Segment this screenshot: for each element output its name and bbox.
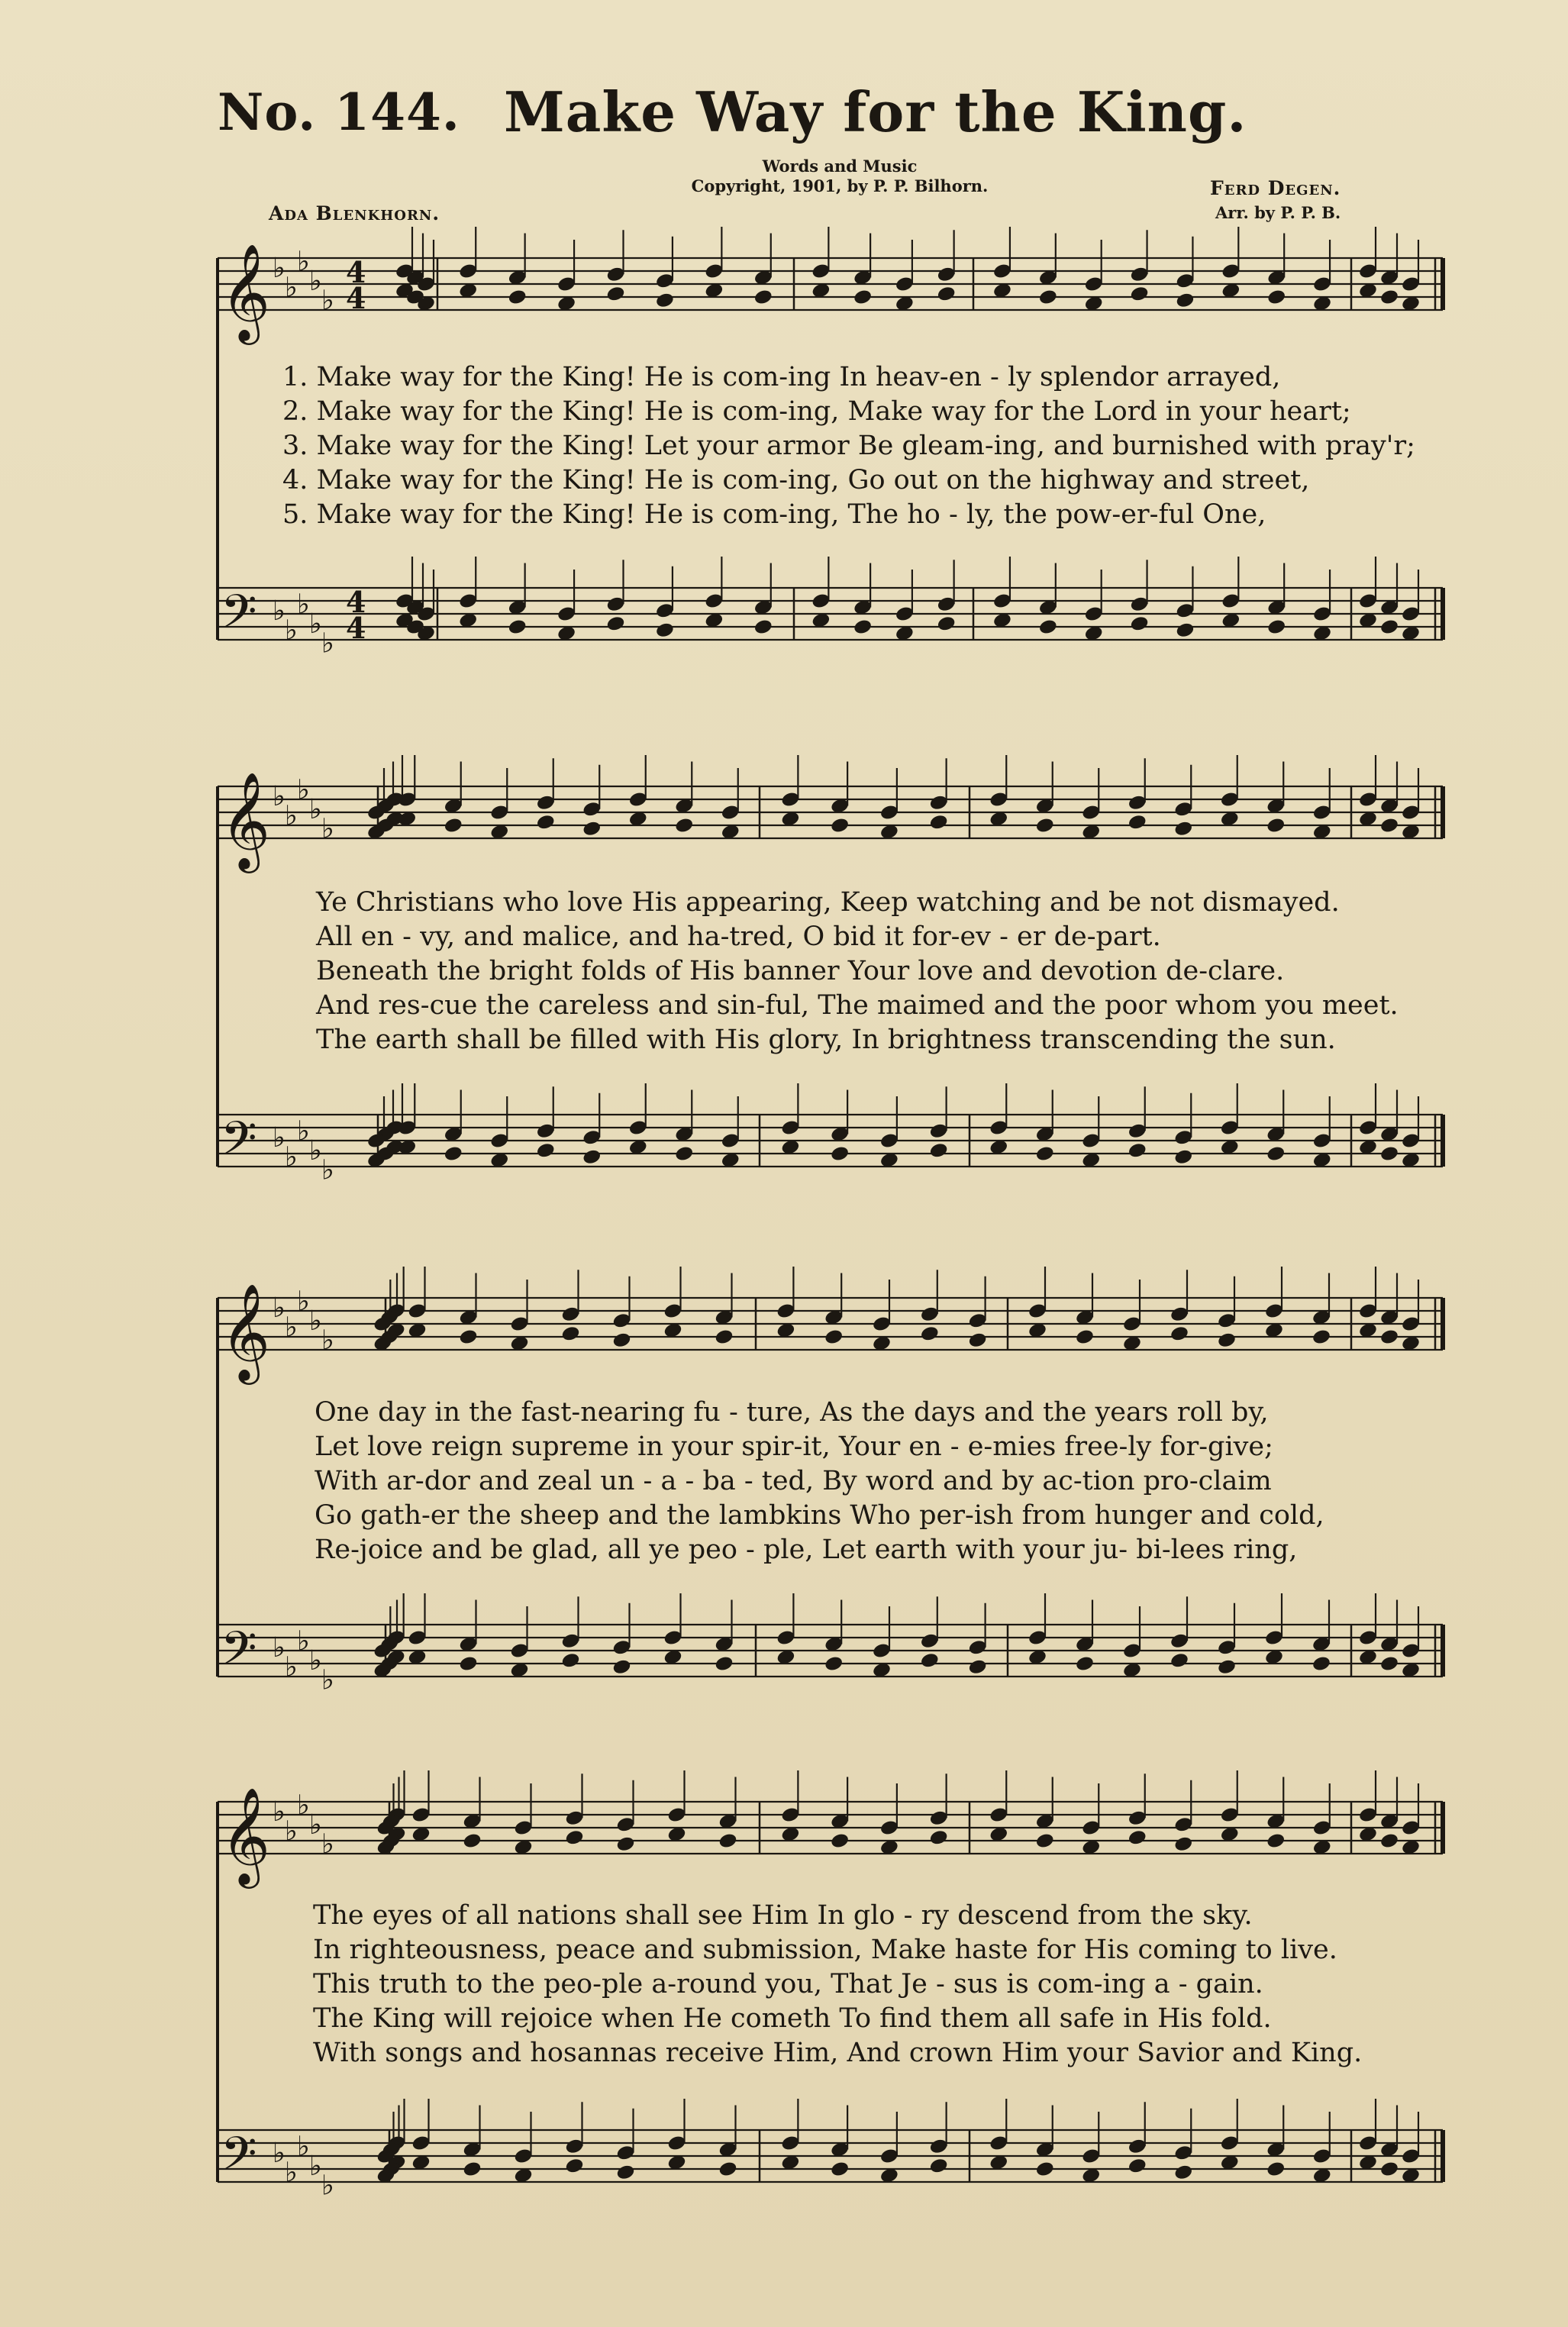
flat-icon: ♭ (309, 1306, 322, 1337)
note-head (714, 1328, 734, 1346)
flat-icon: ♭ (273, 253, 286, 284)
note-head (853, 618, 873, 636)
note-head (1173, 1148, 1193, 1166)
note-head (1128, 2157, 1147, 2174)
flat-icon: ♭ (285, 1651, 298, 1683)
note-head (1035, 2161, 1055, 2178)
note-head (1035, 1145, 1055, 1163)
note-head (655, 292, 675, 309)
note-head (1266, 289, 1286, 306)
note-head (718, 2161, 737, 2178)
note-head (753, 618, 773, 636)
note-head (1266, 618, 1286, 636)
bass-clef-icon: 𝄢 (221, 1112, 257, 1177)
note-head (655, 621, 675, 639)
note-head (920, 1651, 940, 1669)
note-head (929, 1141, 949, 1159)
flat-icon: ♭ (309, 1645, 322, 1677)
note-head (968, 1331, 988, 1349)
composer: Ferd Degen. (1210, 177, 1341, 199)
note-head (560, 1325, 580, 1342)
note-head (937, 615, 957, 632)
note-head (1312, 1328, 1331, 1346)
note-head (1035, 817, 1055, 834)
note-head (508, 618, 528, 636)
note-head (937, 285, 957, 302)
note-head (1217, 1658, 1237, 1676)
flat-icon: ♭ (273, 1122, 286, 1154)
note-head (1129, 285, 1149, 302)
note-head (1312, 1655, 1331, 1673)
note-head (1379, 1655, 1399, 1673)
lyrics-system-2 (316, 886, 1399, 1057)
flat-icon: ♭ (309, 608, 322, 640)
flat-icon: ♭ (309, 794, 322, 825)
lyric-line: With songs and hosannas receive Him, And crown Him your Savior and King. (313, 2038, 1363, 2068)
flat-icon: ♭ (297, 1115, 310, 1147)
note-head (605, 615, 625, 632)
flat-icon: ♭ (273, 1632, 286, 1664)
lyric-line: The earth shall be filled with His glory, In brightness transcending the sun. (316, 1025, 1336, 1055)
note-head (753, 289, 773, 306)
flat-icon: ♭ (297, 774, 310, 806)
lyricist: Ada Blenkhorn. (269, 202, 440, 224)
note-head (1266, 1145, 1286, 1163)
copyright-line-2: Copyright, 1901, by P. P. Bilhorn. (691, 176, 989, 195)
note-head (1129, 615, 1149, 632)
lyric-line: 2. Make way for the King! He is com-ing, Make way for the Lord in your heart; (282, 396, 1351, 427)
lyric-line: 5. Make way for the King! He is com-ing, The ho - ly, the pow-er-ful One, (282, 499, 1266, 530)
note-head (582, 1148, 602, 1166)
note-head (444, 1145, 463, 1163)
lyric-line: In righteousness, peace and submission, Make haste for His coming to live. (313, 1935, 1337, 1965)
flat-icon: ♭ (309, 1809, 322, 1841)
flat-icon: ♭ (285, 272, 298, 304)
note-head (824, 1328, 844, 1346)
flat-icon: ♭ (297, 589, 310, 621)
note-head (1173, 1835, 1193, 1853)
note-head (1075, 1655, 1095, 1673)
flat-icon: ♭ (297, 1790, 310, 1822)
flat-icon: ♭ (285, 615, 298, 647)
lyric-line: All en - vy, and malice, and ha-tred, O bid it for-ev - er de-part. (316, 921, 1161, 952)
note-head (920, 1325, 940, 1342)
note-head (560, 1651, 580, 1669)
note-head (1379, 289, 1399, 306)
lyrics-system-1 (282, 360, 1415, 532)
note-head (1175, 292, 1195, 309)
flat-icon: ♭ (321, 813, 334, 845)
treble-clef-icon: 𝄞 (221, 243, 271, 340)
flat-icon: ♭ (297, 2131, 310, 2163)
note-head (853, 289, 873, 306)
flat-icon: ♭ (321, 1325, 334, 1357)
lyric-line: Go gath-er the sheep and the lambkins Who per-ish from hunger and cold, (315, 1500, 1324, 1531)
note-head (1379, 2161, 1399, 2178)
note-head (929, 2157, 949, 2174)
flat-icon: ♭ (285, 1312, 298, 1344)
note-head (462, 1832, 482, 1850)
flat-icon: ♭ (273, 1293, 286, 1324)
note-head (1128, 813, 1147, 831)
flat-icon: ♭ (273, 1796, 286, 1828)
lyric-line: This truth to the peo-ple a-round you, That Je - sus is com-ing a - gain. (313, 1969, 1263, 1999)
lyrics-system-4 (313, 1899, 1362, 2070)
copyright-line-1: Words and Music (762, 157, 918, 176)
note-head (1038, 289, 1058, 306)
note-head (1128, 1141, 1147, 1159)
flat-icon: ♭ (297, 1286, 310, 1318)
note-head (1217, 1331, 1237, 1349)
note-head (830, 1832, 850, 1850)
lyric-line: The King will rejoice when He cometh To find them all safe in His fold. (313, 2003, 1272, 2034)
note-head (1038, 618, 1058, 636)
flat-icon: ♭ (321, 1154, 334, 1186)
lyric-line: 1. Make way for the King! He is com-ing In heav-en - ly splendor arrayed, (282, 362, 1281, 392)
flat-icon: ♭ (321, 1828, 334, 1861)
flat-icon: ♭ (309, 1135, 322, 1167)
bass-clef-icon: 𝄢 (221, 585, 257, 650)
lyric-line: Let love reign supreme in your spir-it, Your en - e-mies free-ly for-give; (315, 1431, 1273, 1462)
flat-icon: ♭ (321, 285, 334, 317)
flat-icon: ♭ (297, 1625, 310, 1657)
bass-clef-icon: 𝄢 (221, 2127, 257, 2193)
note-head (714, 1655, 734, 1673)
arranger: Arr. by P. P. B. (1215, 203, 1341, 222)
note-head (1173, 820, 1193, 838)
flat-icon: ♭ (285, 2157, 298, 2189)
note-head (615, 1835, 635, 1853)
treble-clef-icon: 𝄞 (221, 1786, 271, 1884)
note-head (968, 1658, 988, 1676)
note-head (1266, 2161, 1286, 2178)
note-head (1170, 1325, 1189, 1342)
note-head (462, 2161, 482, 2178)
note-head (674, 817, 694, 834)
note-head (718, 1832, 737, 1850)
lyric-line: One day in the fast-nearing fu - ture, As the days and the years roll by, (315, 1397, 1269, 1428)
note-head (615, 2164, 635, 2181)
note-head (1128, 1828, 1147, 1846)
note-head (582, 820, 602, 838)
flat-icon: ♭ (309, 266, 322, 297)
flat-icon: ♭ (285, 1815, 298, 1848)
note-head (1379, 817, 1399, 834)
note-head (605, 285, 625, 302)
note-head (1075, 1328, 1095, 1346)
flat-icon: ♭ (321, 1664, 334, 1696)
hymn-number: No. 144. (218, 82, 460, 142)
note-head (508, 289, 528, 306)
treble-clef-icon: 𝄞 (221, 771, 271, 869)
note-head (1173, 2164, 1193, 2181)
time-signature-top: 4 (346, 255, 366, 289)
note-head (1266, 1832, 1286, 1850)
note-head (824, 1655, 844, 1673)
note-head (1379, 1145, 1399, 1163)
note-head (564, 2157, 584, 2174)
lyric-line: 3. Make way for the King! Let your armor Be gleam-ing, and burnished with pray'r; (282, 431, 1415, 461)
note-head (458, 1328, 478, 1346)
flat-icon: ♭ (285, 800, 298, 832)
lyric-line: With ar-dor and zeal un - a - ba - ted, By word and by ac-tion pro-claim (315, 1466, 1272, 1496)
flat-icon: ♭ (297, 246, 310, 278)
note-head (1266, 817, 1286, 834)
treble-clef-icon: 𝄞 (221, 1283, 271, 1380)
note-head (830, 2161, 850, 2178)
time-signature-top: 4 (346, 585, 366, 619)
note-head (1035, 1832, 1055, 1850)
flat-icon: ♭ (309, 2151, 322, 2182)
note-head (444, 817, 463, 834)
flat-icon: ♭ (321, 628, 334, 660)
lyric-line: The eyes of all nations shall see Him In glo - ry descend from the sky. (313, 1900, 1253, 1931)
note-head (536, 813, 556, 831)
note-head (1175, 621, 1195, 639)
time-signature-bottom: 4 (346, 611, 366, 645)
hymn-title: Make Way for the King. (504, 79, 1247, 144)
note-head (458, 1655, 478, 1673)
flat-icon: ♭ (273, 781, 286, 812)
note-head (1170, 1651, 1189, 1669)
lyric-line: And res-cue the careless and sin-ful, The maimed and the poor whom you meet. (316, 990, 1399, 1021)
lyrics-system-3 (315, 1396, 1324, 1567)
note-head (830, 1145, 850, 1163)
note-head (611, 1331, 631, 1349)
note-head (929, 1828, 949, 1846)
flat-icon: ♭ (273, 595, 286, 627)
flat-icon: ♭ (321, 2170, 334, 2202)
note-head (929, 813, 949, 831)
flat-icon: ♭ (285, 1141, 298, 1173)
lyric-line: Re-joice and be glad, all ye peo - ple, Let earth with your ju- bi-lees ring, (315, 1535, 1298, 1565)
lyric-line: 4. Make way for the King! He is com-ing, Go out on the highway and street, (282, 465, 1310, 495)
note-head (611, 1658, 631, 1676)
note-head (1379, 618, 1399, 636)
note-head (1379, 1328, 1399, 1346)
note-head (564, 1828, 584, 1846)
note-head (536, 1141, 556, 1159)
time-signature-bottom: 4 (346, 281, 366, 315)
note-head (1379, 1832, 1399, 1850)
lyric-line: Ye Christians who love His appearing, Keep watching and be not dismayed. (316, 887, 1340, 918)
bass-clef-icon: 𝄢 (221, 1622, 257, 1687)
note-head (674, 1145, 694, 1163)
lyric-line: Beneath the bright folds of His banner Your love and devotion de-clare. (316, 956, 1285, 986)
note-head (830, 817, 850, 834)
flat-icon: ♭ (273, 2138, 286, 2169)
